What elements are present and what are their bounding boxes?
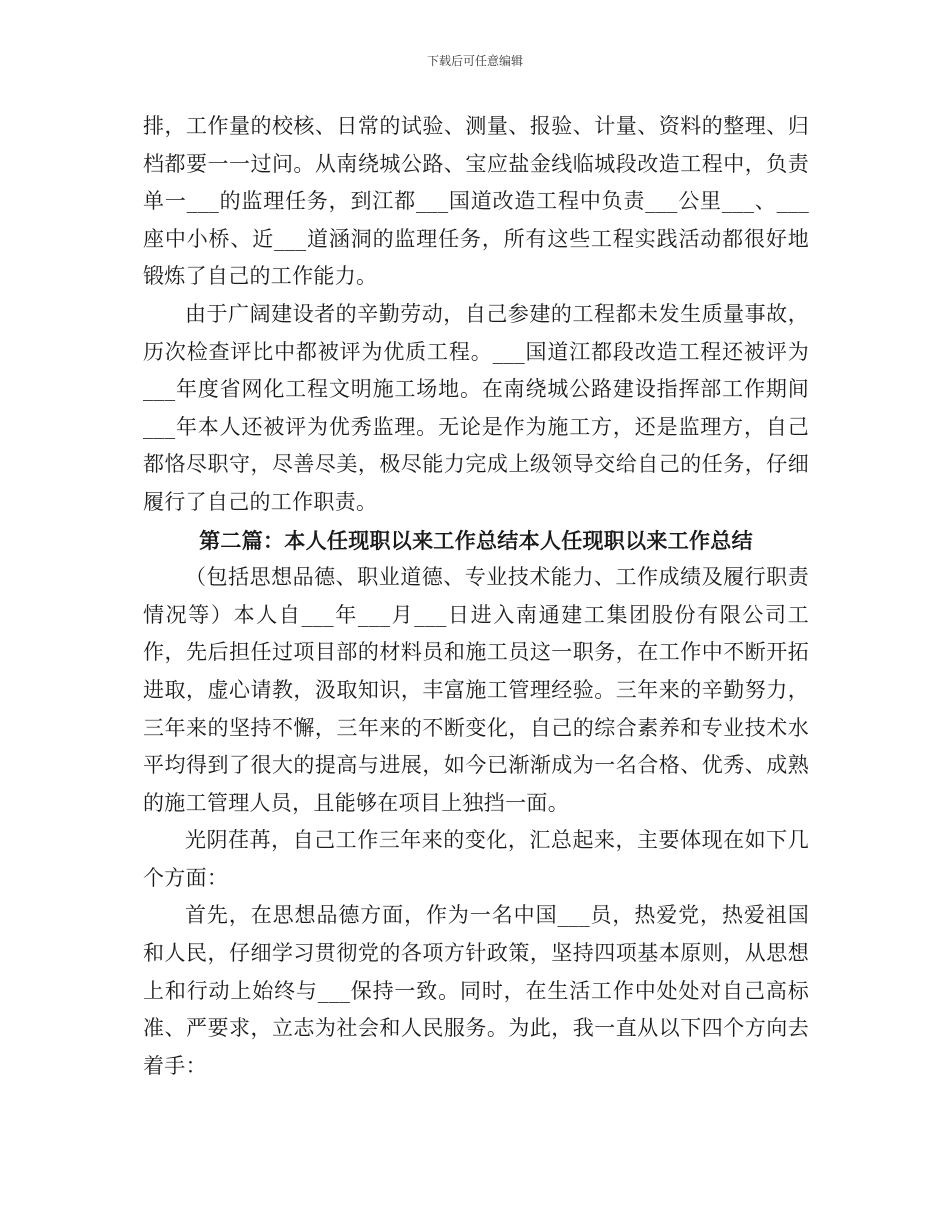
document-body xyxy=(143,108,809,1085)
paragraph-continuation: 排，工作量的校核、日常的试验、测量、报验、计量、资料的整理、归档都要一一过问。从南绕城公路、宝应盐金线临城段改造工程中，负责单一___的监理任务，到江都___国道改造工程中负责___公里___、___座中小桥、近___道涵洞的监理任务，所有这些工程实践活动都很好地锻炼了自己的工作能力。 xyxy=(143,114,809,289)
paragraph-changes-intro: 光阴荏苒，自己工作三年来的变化，汇总起来，主要体现在如下几个方面： xyxy=(143,828,809,890)
header-note: 下载后可任意编辑 xyxy=(426,54,523,68)
paragraph-ideology: 首先，在思想品德方面，作为一名中国___员，热爱党，热爱祖国和人民，仔细学习贯彻党的各项方针政策，坚持四项基本原则，从思想上和行动上始终与___保持一致。同时，在生活工作中处处对自己高标准、严要求，立志为社会和人民服务。为此，我一直从以下四个方向去着手： xyxy=(143,903,809,1078)
paragraph-quality-awards: 由于广阔建设者的辛勤劳动，自己参建的工程都未发生质量事故，历次检查评比中都被评为优质工程。___国道江都段改造工程还被评为___年度省网化工程文明施工场地。在南绕城公路建设指挥部工作期间___年本人还被评为优秀监理。无论是作为施工方，还是监理方，自己都恪尽职守，尽善尽美，极尽能力完成上级领导交给自己的任务，仔细履行了自己的工作职责。 xyxy=(143,301,809,514)
section-heading: 第二篇：本人任现职以来工作总结本人任现职以来工作总结 xyxy=(199,527,753,553)
paragraph-work-summary: （包括思想品德、职业道德、专业技术能力、工作成绩及履行职责情况等）本人自___年___月___日进入南通建工集团股份有限公司工作，先后担任过项目部的材料员和施工员这一职务，在工作中不断开拓进取，虚心请教，汲取知识，丰富施工管理经验。三年来的辛勤努力，三年来的坚持不懈，三年来的不断变化，自己的综合素养和专业技术水平均得到了很大的提高与进展，如今已渐渐成为一名合格、优秀、成熟的施工管理人员，且能够在项目上独挡一面。 xyxy=(143,565,809,815)
